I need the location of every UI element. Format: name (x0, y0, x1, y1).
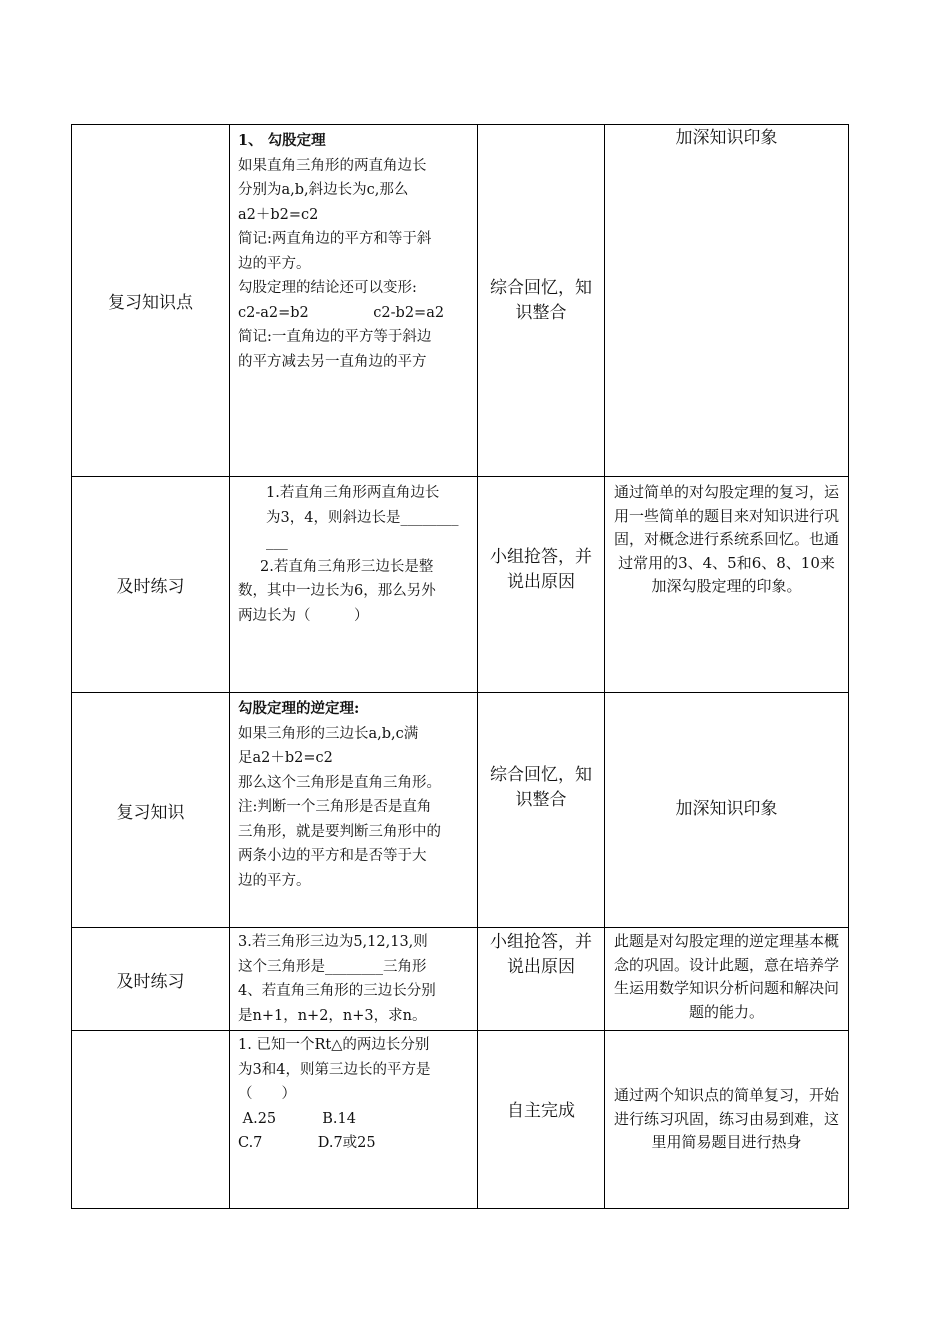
method-cell: 综合回忆，知识整合 (478, 693, 605, 928)
content-line: 边的平方。 (238, 872, 311, 889)
intent-cell: 通过两个知识点的简单复习，开始进行练习巩固，练习由易到难，这里用简易题目进行热身 (605, 1031, 849, 1209)
content-line: 1. 已知一个Rt△的两边长分别 (238, 1037, 430, 1053)
stage-cell: 复习知识点 (72, 125, 230, 477)
content-line: 是n+1，n+2，n+3，求n。 (238, 1007, 427, 1024)
content-line: 3.若三角形三边为5,12,13,则 (238, 934, 428, 950)
table-row (72, 1031, 849, 1209)
content-cell (230, 1031, 478, 1209)
content-line: 注:判断一个三角形是否是直角 (238, 799, 432, 815)
method-cell: 自主完成 (478, 1031, 605, 1209)
content-line: 两边长为（ ） (238, 607, 369, 624)
content-cell (230, 928, 478, 1031)
content-line: 两条小边的平方和是否等于大 (238, 848, 427, 864)
content-line: 数，其中一边长为6，那么另外 (238, 583, 436, 599)
content-line: C.7 D.7或25 (238, 1135, 376, 1151)
stage-cell: 及时练习 (72, 928, 230, 1031)
content-line: 边的平方。 (238, 255, 311, 272)
method-cell: 小组抢答，并说出原因 (478, 928, 605, 1031)
content-line: a2＋b2=c2 (238, 206, 319, 223)
content-line: 足a2＋b2=c2 (238, 750, 333, 766)
content-line: 4、若直角三角形的三边长分别 (238, 983, 436, 999)
stage-cell: 复习知识 (72, 693, 230, 928)
content-line: 的平方减去另一直角边的平方 (238, 353, 427, 370)
stage-cell: 及时练习 (72, 477, 230, 693)
content-line: 如果直角三角形的两直角边长 (238, 157, 427, 174)
table-row (72, 125, 849, 477)
stage-cell (72, 1031, 230, 1209)
content-line: 那么这个三角形是直角三角形。 (238, 774, 441, 791)
content-title: 1、 勾股定理 (238, 132, 326, 149)
table-row (72, 928, 849, 1031)
content-line: ___ (266, 534, 288, 550)
content-line: 勾股定理的结论还可以变形: (238, 280, 417, 296)
table-row (72, 693, 849, 928)
table-row (72, 477, 849, 693)
intent-cell: 通过简单的对勾股定理的复习，运用一些简单的题目来对知识进行巩固，对概念进行系统系回忆。也通过常用的3、4、5和6、8、10来加深勾股定理的印象。 (605, 477, 849, 693)
content-line: 为3，4，则斜边长是________ (266, 509, 459, 526)
content-line: 如果三角形的三边长a,b,c满 (238, 725, 419, 742)
content-line: 2.若直角三角形三边长是整 (260, 558, 434, 575)
intent-cell: 加深知识印象 (605, 693, 849, 928)
content-line: c2-a2=b2 c2-b2=a2 (238, 304, 445, 321)
intent-cell: 加深知识印象 (605, 125, 849, 477)
lesson-plan-table (71, 124, 849, 1209)
content-line: 为3和4，则第三边长的平方是 (238, 1061, 431, 1078)
content-line: A.25 B.14 (238, 1110, 356, 1127)
content-cell (230, 125, 478, 477)
content-line: （ ） (238, 1086, 296, 1102)
content-cell (230, 477, 478, 693)
content-line: 分别为a,b,斜边长为c,那么 (238, 182, 409, 198)
intent-cell: 此题是对勾股定理的逆定理基本概念的巩固。设计此题，意在培养学生运用数学知识分析问题和解决问题的能力。 (605, 928, 849, 1031)
content-title: 勾股定理的逆定理: (238, 700, 360, 717)
content-line: 简记:两直角边的平方和等于斜 (238, 231, 432, 247)
content-line: 简记:一直角边的平方等于斜边 (238, 329, 432, 345)
content-cell (230, 693, 478, 928)
content-line: 1.若直角三角形两直角边长 (266, 485, 440, 501)
method-cell: 综合回忆，知识整合 (478, 125, 605, 477)
content-line: 这个三角形是________三角形 (238, 958, 427, 975)
content-line: 三角形，就是要判断三角形中的 (238, 823, 441, 840)
method-cell: 小组抢答，并说出原因 (478, 477, 605, 693)
